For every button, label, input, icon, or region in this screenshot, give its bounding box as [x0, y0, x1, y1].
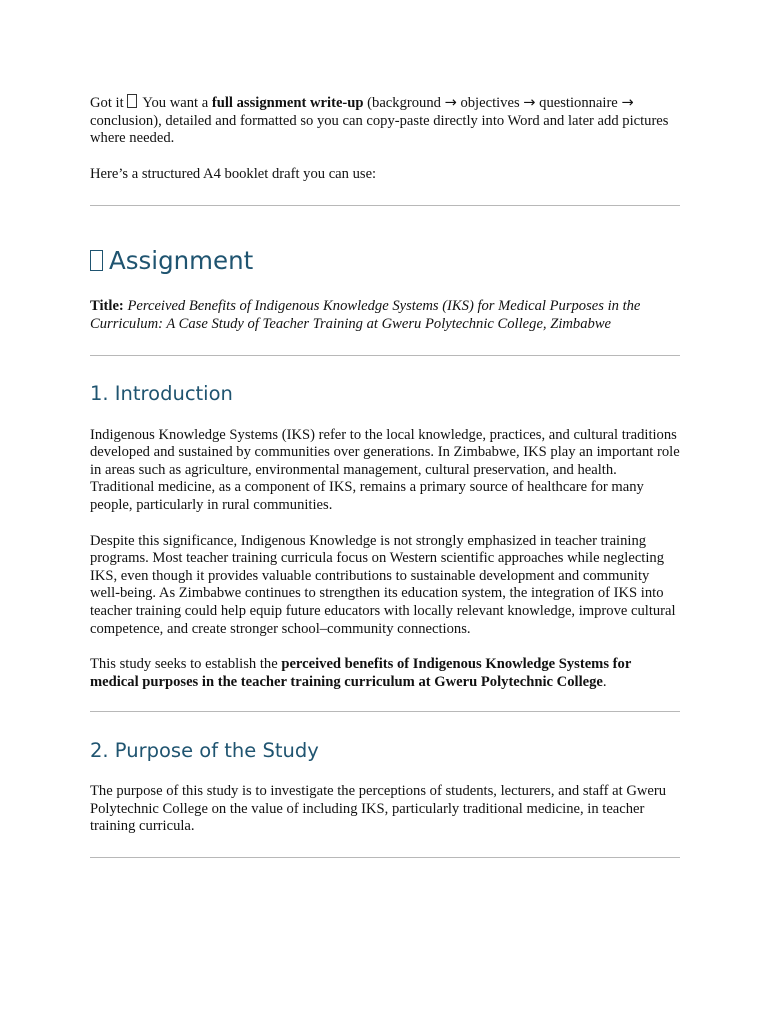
assignment-heading [90, 246, 680, 276]
document-page [90, 94, 680, 858]
arrow-icon: → [523, 94, 536, 111]
title-label: Title: [90, 298, 124, 315]
introduction-paragraph-1: Indigenous Knowledge Systems (IKS) refer to the local knowledge, practices, and cultural traditions developed and sustained by communities over generations. In Zimbabwe, IKS play an important role in areas such as agriculture, environmental management, cultural preservation, and health. Traditional medicine, as a component of IKS, remains a primary source of healthcare for many people, particularly in rural communities. [90, 426, 680, 513]
assignment-heading-text: Assignment [109, 246, 254, 276]
intro-paragraph [90, 94, 680, 148]
arrow-icon: → [621, 94, 634, 111]
divider [90, 355, 680, 356]
introduction-heading: 1. Introduction [90, 381, 233, 405]
purpose-paragraph: The purpose of this study is to investigate the perceptions of students, lecturers, and staff at Gweru Polytechnic College on the value of including IKS, particularly traditional medicine, in teacher training curricula. [90, 783, 667, 835]
title-text: Perceived Benefits of Indigenous Knowledge Systems (IKS) for Medical Purposes in the Curriculum: A Case Study of Teacher Training at Gweru Polytechnic College, Zimbabwe [90, 298, 641, 332]
introduction-paragraph-2: Despite this significance, Indigenous Knowledge is not strongly emphasized in teacher training programs. Most teacher training curricula focus on Western scientific approaches while neglecting IKS, even though it provides valuable contributions to sustainable development and community well-being. As Zimbabwe continues to strengthen its education system, the integration of IKS into teacher training could help equip future educators with locally relevant knowledge, improve cultural competence, and create stronger school–community connections. [90, 532, 676, 637]
p3-bold-text: perceived benefits of Indigenous Knowledge Systems for medical purposes in the teacher training curriculum at Gweru Polytechnic College [90, 656, 632, 690]
you-want-text: You want a [139, 95, 212, 111]
got-it-text: Got it [90, 95, 124, 111]
divider [90, 205, 680, 206]
missing-glyph-icon [127, 94, 137, 108]
full-writeup-text: full assignment write-up [211, 95, 364, 111]
divider [90, 711, 680, 712]
intro-line-2: Here’s a structured A4 booklet draft you can use: [90, 165, 377, 182]
introduction-paragraph-3 [90, 656, 680, 691]
p3-end-text: . [602, 673, 607, 690]
divider [90, 857, 680, 858]
arrow-icon: → [444, 94, 457, 111]
questionnaire-text: questionnaire [535, 95, 622, 111]
title-paragraph [90, 298, 680, 333]
p3-lead-text: This study seeks to establish the [90, 656, 282, 673]
paren-text: (background [363, 95, 445, 111]
purpose-heading: 2. Purpose of the Study [90, 739, 319, 763]
objectives-text: objectives [456, 95, 524, 111]
missing-glyph-icon [90, 250, 103, 271]
intro-rest-text: conclusion), detailed and formatted so you can copy-paste directly into Word and later add pictures where needed. [90, 112, 669, 147]
